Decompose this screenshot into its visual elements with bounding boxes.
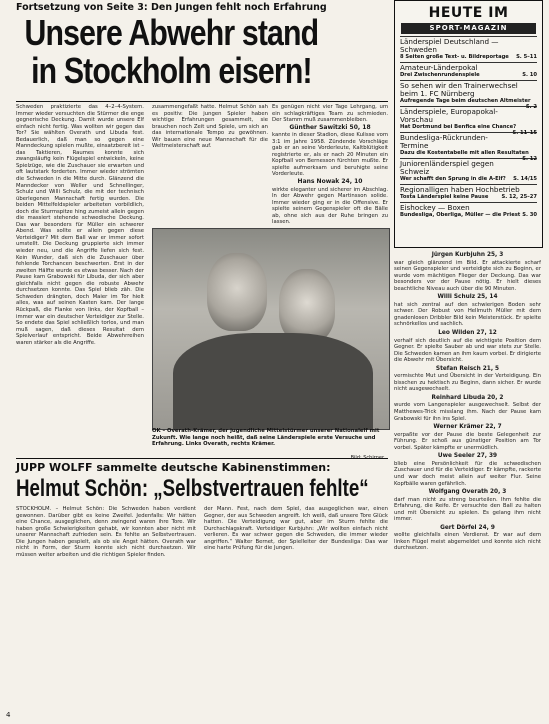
box-item	[400, 202, 537, 220]
player-face-left	[207, 253, 267, 331]
divider	[16, 101, 388, 102]
player-shirts	[173, 333, 373, 430]
box-item-page: S. 12	[522, 156, 537, 162]
box-item-title: Juniorenländerspiel gegen Schweiz	[400, 159, 494, 176]
player-rating-text: vermischte Mut und Übersicht in der Verteidigung. Ein bisschen zu hektisch zu Beginn, dann sicher. Er wurde nicht ausgewechselt.	[394, 373, 541, 393]
box-item	[400, 62, 537, 80]
player-rating-heading: Willi Schulz 25, 14	[437, 294, 498, 301]
box-item-sub	[400, 72, 537, 78]
box-items	[395, 36, 542, 220]
divider	[16, 458, 388, 459]
player-rating-heading: Jürgen Kurbjuhn 25, 3	[431, 252, 504, 258]
box-item-sub	[400, 194, 537, 200]
box-item-title: Regionalligen haben Hochbetrieb	[400, 185, 520, 194]
box-item-sub	[400, 54, 537, 60]
box-item	[400, 158, 537, 184]
player-heading: Hans Nowak 24, 10	[297, 178, 363, 186]
box-item-subtitle: Bundesliga, Oberliga, Müller — die Priest	[400, 212, 521, 218]
box-item-page: S. 14/15	[513, 176, 537, 182]
article-text: der Mann. Fest, nach dem Spiel, das ausgeglichen war, einen Gegner, der aus Schweden angreift. Ich weiß, daß unsere Tore Glück hatten. Die Verteidigung war gut, aber im Sturm fehlte die Durchschlagskraft. Verteidiger Kurbjuhn: „Wir wollten einfach nicht verlieren. Es war schwer gegen die Schweden, die immer wieder angriffen.“ Walter Bernet, der Spielleiter der Bundesliga: Das war eine harte Prüfung für die Jungen.	[204, 506, 388, 552]
player-rating-text: hat sich zentral auf den schwierigen Boden sehr schwer. Der Robust von Hellmuth Müller mit dem gnadenlosen Dribbler Bild kein Meisterstück. Er spielte schnörkellos und sachlich.	[394, 301, 541, 328]
player-rating-text: war gleich glänzend im Bild. Er attackierte scharf seinen Gegenspieler und verteidigte sich zu Beginn, er wurde vom mächtigen Flieger der Deckung. Das war besonders vor der Pause nötig. Er hielt dieses beachtliche Niveau auch über die 90 Minuten.	[394, 259, 541, 292]
players-photo	[152, 228, 390, 430]
box-item-sub	[400, 150, 537, 162]
box-item-title: Eishockey — Boxen	[400, 203, 470, 212]
page-number: 4	[6, 711, 11, 719]
box-item-sub	[400, 124, 537, 136]
player-rating-heading: Reinhard Libuda 20, 2	[431, 394, 504, 401]
box-item	[400, 106, 537, 136]
bottom-column-1	[16, 506, 196, 706]
box-item-page: S. 11–15	[512, 130, 537, 136]
box-item-page: S. 10	[522, 72, 537, 78]
article-text: Es genügen nicht vier Tage Lehrgang, um ein schlagkräftiges Team zu schmieden. Der Stamm muß zusammenbleiben.	[272, 104, 388, 124]
box-item-title: So sehen wir den Trainerwechsel beim 1. FC Nürnberg	[400, 81, 518, 98]
box-item-subtitle: Dazu die Kostentabelle mit allen Resultaten	[400, 150, 529, 156]
player-rating-heading: Gert Dörfel 24, 9	[440, 524, 495, 531]
box-title: HEUTE IM	[428, 5, 509, 21]
article-column-2	[152, 104, 268, 226]
box-item-sub	[400, 212, 537, 218]
article-text: zusammengefaßt hatte. Helmut Schön sah es positiv: Die jungen Spieler haben wichtige Erfahrungen gesammelt, sie brauchen noch Zeit und Spiele, um sich an das internationale Tempo zu gewöhnen. Wir bauen eine neue Mannschaft für die Weltmeisterschaft auf.	[152, 104, 268, 150]
box-item-sub	[400, 176, 537, 182]
box-item-title: Bundesliga-Rückrunden-Termine	[400, 133, 488, 150]
player-rating-heading: Wolfgang Overath 20, 3	[428, 489, 507, 496]
player-heading: Günther Sawitzki 50, 18	[289, 123, 371, 131]
box-item-subtitle: Aufregende Tage beim deutschen Altmeister	[400, 98, 531, 104]
player-rating-heading: Leo Wilden 27, 12	[438, 330, 497, 337]
player-rating-text: verpaßte vor der Pause die beste Gelegenheit zur Führung. Er schoß aus günstiger Position am Tor vorbei. Später kämpfte er unermüdlich.	[394, 431, 541, 451]
player-face-right	[279, 269, 335, 343]
article-column-1	[16, 104, 144, 456]
player-rating-heading: Werner Krämer 22, 7	[433, 424, 502, 431]
photo-caption: OK – Overath-Krämer, der jugendliche Mittelstürmer unserer Nationalelf mit Zukunft. Wie lange noch heißt, daß seine Länderspiele erste Versuche und Erfahrung. Links Overath, rechts Krämer.	[152, 428, 380, 447]
box-item-page: S. 5–11	[516, 54, 537, 60]
player-rating-heading: Stefan Reisch 21, 5	[435, 365, 500, 372]
box-banner: SPORT-MAGAZIN	[401, 23, 536, 34]
box-item-subtitle: Drei Zwischenrundenspiele	[400, 72, 480, 78]
player-rating-text: verhalf sich deutlich auf die wichtigste Position dem Gegner. Er spielte Sauber ab und war stets zur Stelle. Die Schweden kamen an ihm kaum vorbei. Er dirigierte die Abwehr mit Übersicht.	[394, 337, 541, 364]
player-rating-heading: Uwe Seeler 27, 39	[437, 453, 498, 460]
player-text: kannte in dieser Stadion, diese Kulisse vom 3:1 im Jahre 1958. Zündende Vorschläge gab er an seine Vorderleute, Kaltblütigkeit registrierte er, als er nach 20 Minuten ein Kopfball von Bernesson fürchten mußte. Er spielte aufmerksam und beruhigte seine Vorderleute.	[272, 132, 388, 178]
box-item-page: S. 30	[522, 212, 537, 218]
subhead-jupp: JUPP WOLFF sammelte deutsche Kabinenstimmen:	[16, 461, 331, 474]
box-item-subtitle: Tosta Länderspiel keine Pause	[400, 194, 489, 200]
box-item-page: S. 12, 25–27	[501, 194, 537, 200]
box-item-page: S. 2	[525, 104, 537, 110]
box-item-sub	[400, 98, 537, 110]
player-rating-text: wurde vom Langenspieler ausgewechselt. Selbst der Matthewes-Trick misslang ihm. Nach der Pause kam Grabowski für ihn ins Spiel.	[394, 402, 541, 422]
main-headline: Unsere Abwehr stand in Stockholm eisern!	[24, 12, 319, 91]
box-item-title: Amateur-Länderpokal	[400, 63, 478, 72]
box-item	[400, 36, 537, 62]
second-headline: Helmut Schön: „Selbstvertrauen fehlte“	[16, 475, 369, 502]
article-text: Schweden praktizierte das 4–2–4-System. Immer wieder versuchten die Stürmer die enge gegnerische Deckung. Damit wurde unsere Elf einfach nicht fertig. Was wollten wir gegen das Tor? Sie wählten Overath und Libuda fest. Bedauerlich, daß man so gegen eine Manndeckung spielen mußte, einsatzbereit ist – das Taktieren, Raumes konnte sich zwangsläufig kein Flügelspiel entwickeln, keine Spielzüge, wie die Zuschauer sie erwarten und oft lautstark forderten. Immer wieder strömten die Schweden in die Mitte durch. Glänzend die Manndecker von Weller und Schnellinger, Schulz und Willi Schulz, die mit der technisch überlegenen Mannschaft fertig wurden. Die beiden Mittelfeldspieler arbeiteten vorbildlich, doch die Sturmspitze hing zumeist allein gegen die massiert stehende schwedische Deckung. Das war besonders für Müller ein schwerer Abend. Was sollte er allein gegen diese Verteidiger? Mit dem Ball war er immer sofort umstellt. Die Deckung gruppierte sich immer wieder neu, und die Angriffe liefen sich fest. Kein Wunder, daß sich die Zuschauer über fehlende Torchancen beschwerten. Erst in der zweiten Hälfte wurde es etwas besser. Nach der Pause kam Grabowski für Libuda, der sich aber gleichfalls nicht gegen die robuste Abwehr durchsetzen konnte. Das Spiel blieb zäh. Die Schweden drängten, doch Maier im Tor hielt alles, was auf seinen Kasten kam. Der lange Rückpaß, die Flanke von links, der Kopfball – immer war ein deutscher Verteidiger zur Stelle. So endete das Spiel schließlich torlos, und man muß sagen, daß dieses Resultat dem Spielverlauf entspricht. Beide Abwehrreihen waren stärker als die Angriffe.	[16, 104, 144, 346]
article-column-3	[272, 104, 388, 226]
player-ratings	[394, 252, 541, 552]
box-item	[400, 184, 537, 202]
box-item	[400, 80, 537, 110]
box-item-subtitle: Wer schafft den Sprung in die A-Elf?	[400, 176, 506, 182]
bottom-column-2	[204, 506, 388, 706]
box-item-subtitle: 8 Seiten große Text- u. Bildreportage	[400, 54, 509, 60]
kicker-line: Fortsetzung von Seite 3: Den Jungen fehlt noch Erfahrung	[16, 2, 327, 13]
box-item-title: Länderspiel Deutschland — Schweden	[400, 37, 499, 54]
player-rating-text: darf man nicht zu streng beurteilen. Ihm fehlte die Erfahrung, die Reife. Er versuchte den Ball zu halten und mit Übersicht zu spielen. Es gelang ihm nicht immer.	[394, 496, 541, 523]
right-column	[394, 250, 541, 710]
player-rating-text: blieb eine Persönlichkeit für die schwedischen Zuschauer und für die Verteidiger. Er kämpfte, rackerte und war doch meist allein auf weiter Flur. Seine Kopfbälle waren gefährlich.	[394, 460, 541, 487]
article-text: STOCKHOLM. – Helmut Schön: Die Schweden haben verdient gewonnen. Darüber gibt es keine Zweifel. Jedenfalls: Wir hätten eine Chance, ausgeglichen, denn zwingend waren ihre Tore. Wir haben große Schwierigkeiten gehabt, wir konnten aber nicht mit unserer Mannschaft zufrieden sein. Es fehlte an Selbstvertrauen. Die Jungen haben gespielt, als ob sie Angst hätten. Overath war nicht in Form, der Sturm konnte sich nicht durchsetzen. Wir müssen weiter arbeiten und die richtigen Spieler finden.	[16, 506, 196, 558]
player-rating-text: wollte gleichfalls einen Verdienst. Er war auf dem linken Flügel meist abgemeldet und konnte sich nicht durchsetzen.	[394, 532, 541, 552]
box-item-title: Länderspiele, Europapokal-Vorschau	[400, 107, 498, 124]
box-item-subtitle: Hat Dortmund bei Benfica eine Chance?	[400, 124, 517, 130]
sport-magazin-box	[394, 0, 543, 248]
player-text: wirkte eleganter und sicherer im Abschlag. In der Abwehr gegen Martinsson solide. Immer wieder ging er in die Offensive. Er spielte seinem Gegenspieler oft die Bälle ab, ohne sich aus der Ruhe bringen zu lassen.	[272, 186, 388, 226]
